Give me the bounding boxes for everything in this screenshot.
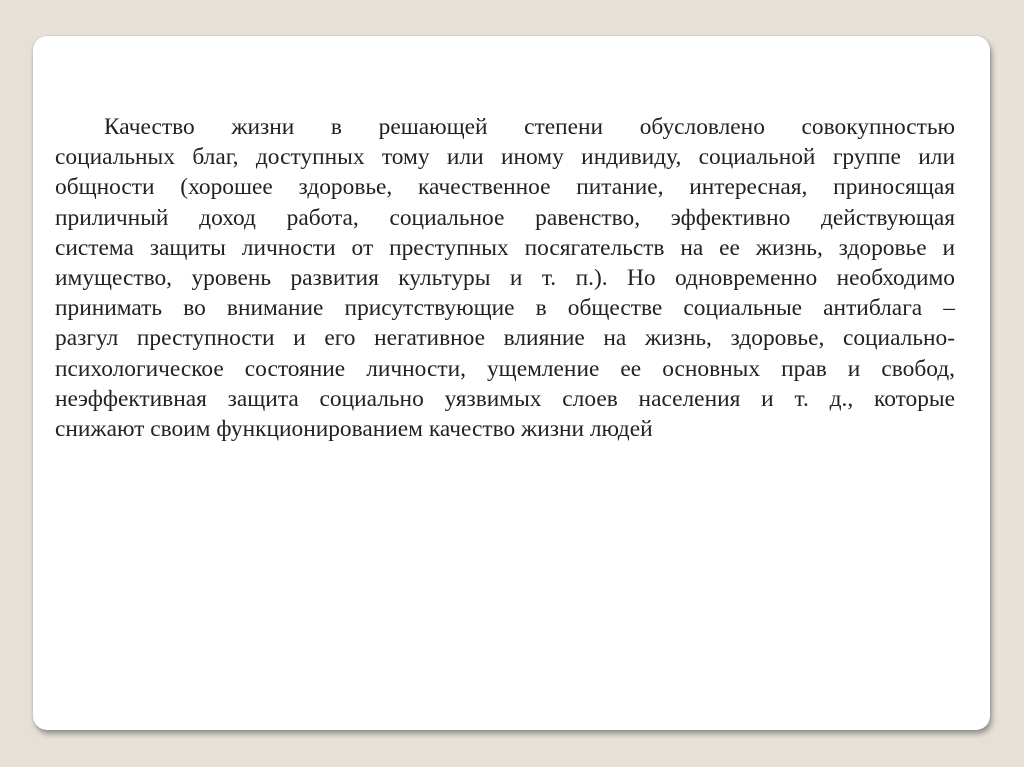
paragraph-line-10: неэффективная защита социально уязвимых слоев населения и т. д., которые: [55, 385, 955, 412]
paragraph-line-7: принимать во внимание присутствующие в обществе социальные антиблага –: [55, 295, 955, 322]
paragraph-line-11: снижают своим функционированием качество жизни людей: [55, 416, 653, 443]
paragraph-line-6: имущество, уровень развития культуры и т. п.). Но одновременно необходимо: [55, 265, 955, 292]
paragraph-line-4: приличный доход работа, социальное равенство, эффективно действующая: [55, 204, 955, 231]
paragraph-line-8: разгул преступности и его негативное влияние на жизнь, здоровье, социально-: [55, 325, 955, 352]
paragraph-line-9: психологическое состояние личности, ущемление ее основных прав и свобод,: [55, 355, 955, 382]
paragraph-line-1: Качество жизни в решающей степени обусловлено совокупностью: [104, 114, 955, 140]
paragraph-line-2: социальных благ, доступных тому или иному индивиду, социальной группе или: [55, 144, 955, 171]
paragraph-line-3: общности (хорошее здоровье, качественное питание, интересная, приносящая: [55, 174, 955, 201]
slide-paragraph: [55, 112, 955, 444]
paragraph-line-5: система защиты личности от преступных посягательств на ее жизнь, здоровье и: [55, 234, 955, 261]
